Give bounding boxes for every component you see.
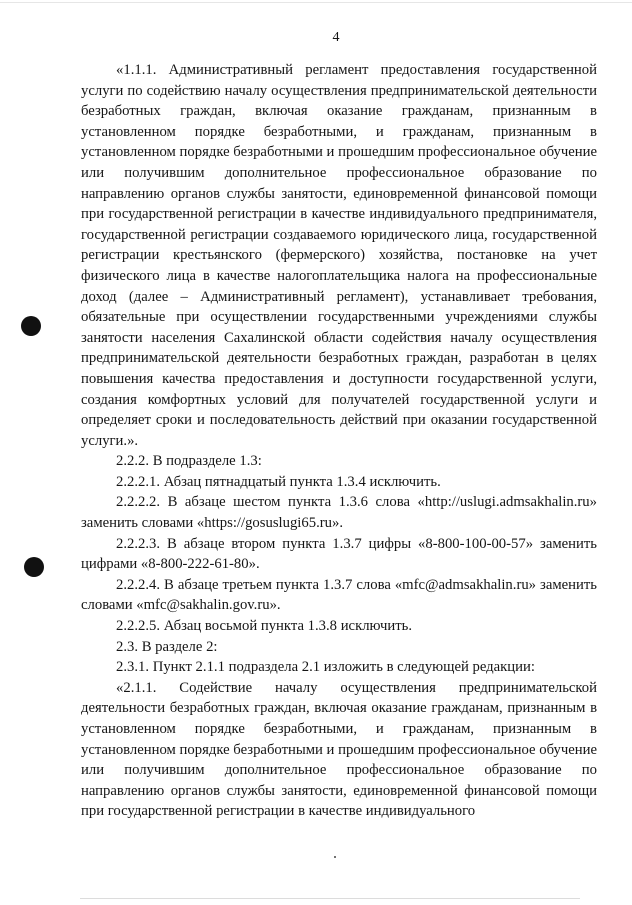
scan-edge-top xyxy=(0,2,632,3)
paragraph-2-1-1-quote: «2.1.1. Содействие началу осуществления предпринимательской деятельности безработных граждан, включая оказание гражданам, признанным в установленном порядке безработными, и гражданам, признанным в установленном порядке безработными и прошедшим профессиональное обучение или получившим дополнительное профессиональное образование по направлению органов службы занятости, единовременной финансовой помощи при государственной регистрации в качестве индивидуального xyxy=(81,679,597,820)
paragraph-subsection-1-3: 2.2.2. В подразделе 1.3: xyxy=(116,453,262,470)
paragraph-2-2-2-2: 2.2.2.2. В абзаце шестом пункта 1.3.6 слова «http://uslugi.admsakhalin.ru» заменить словами «https://gosuslugi65.ru». xyxy=(81,494,597,532)
binder-hole-bottom xyxy=(24,557,44,577)
page-number: 4 xyxy=(332,30,340,45)
scan-edge-bottom xyxy=(80,898,580,899)
binder-hole-top xyxy=(21,316,41,336)
document-body xyxy=(81,60,597,822)
paragraph-2-2-2-5: 2.2.2.5. Абзац восьмой пункта 1.3.8 исключить. xyxy=(116,618,412,635)
paragraph-section-2: 2.3. В разделе 2: xyxy=(116,638,218,655)
paragraph-2-2-2-1: 2.2.2.1. Абзац пятнадцатый пункта 1.3.4 исключить. xyxy=(116,473,441,490)
paragraph-regulation-1-1-1: «1.1.1. Административный регламент предоставления государственной услуги по содействию началу осуществления предпринимательской деятельности безработных граждан, включая оказание гражданам, признанным в установленном порядке безработными, и гражданам, признанным в установленном порядке безработными и прошедшим профессиональное обучение или получившим дополнительное профессиональное образование по направлению органов службы занятости, единовременной финансовой помощи при государственной регистрации в качестве индивидуального предпринимателя, государственной регистрации создаваемого юридического лица, государственной регистрации крестьянского (фермерского) хозяйства, постановке на учет физического лица в качестве налогоплательщика налога на профессиональные доход (далее – Административный регламент), устанавливает требования, обязательные при осуществлении государственными учреждениями службы занятости населения Сахалинской области содействия началу осуществления предпринимательской деятельности безработных граждан, разработан в целях повышения качества предоставления и доступности государственной услуги, создания комфортных условий для получателей государственной услуги и определяет сроки и последовательность действий при оказании государственной услуги.». xyxy=(81,62,597,449)
paragraph-2-3-1: 2.3.1. Пункт 2.1.1 подраздела 2.1 изложить в следующей редакции: xyxy=(116,659,535,676)
scan-speck xyxy=(334,856,336,858)
paragraph-2-2-2-3: 2.2.2.3. В абзаце втором пункта 1.3.7 цифры «8-800-100-00-57» заменить цифрами «8-800-222-61-80». xyxy=(81,535,597,573)
paragraph-2-2-2-4: 2.2.2.4. В абзаце третьем пункта 1.3.7 слова «mfc@admsakhalin.ru» заменить словами «mfc@sakhalin.gov.ru». xyxy=(81,576,597,614)
